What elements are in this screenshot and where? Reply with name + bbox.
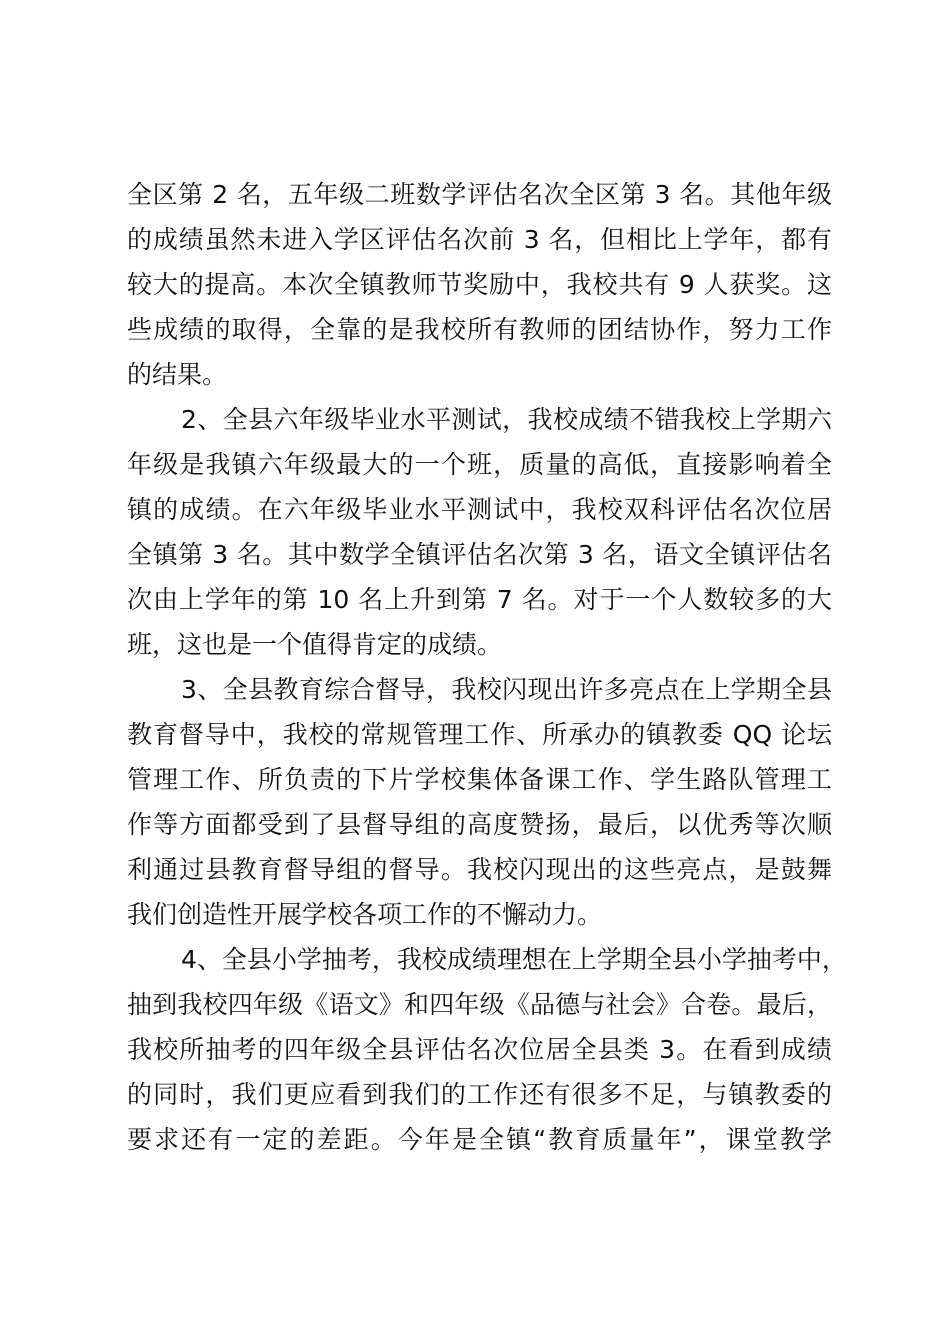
text-line: 的成绩虽然未进入学区评估名次前 3 名，但相比上学年，都有 bbox=[127, 225, 832, 254]
text-line: 些成绩的取得，全靠的是我校所有教师的团结协作，努力工作 bbox=[127, 315, 832, 344]
text-line: 2、全县六年级毕业水平测试，我校成绩不错我校上学期六 bbox=[181, 405, 832, 434]
text-line: 管理工作、所负责的下片学校集体备课工作、学生路队管理工 bbox=[127, 765, 832, 794]
text-line: 3、全县教育综合督导，我校闪现出许多亮点在上学期全县 bbox=[181, 675, 832, 704]
text-line: 抽到我校四年级《语文》和四年级《品德与社会》合卷。最后， bbox=[127, 990, 832, 1019]
text-line: 次由上学年的第 10 名上升到第 7 名。对于一个人数较多的大 bbox=[127, 585, 832, 614]
text-line: 要求还有一定的差距。今年是全镇“教育质量年”，课堂教学 bbox=[127, 1125, 832, 1154]
text-line: 班，这也是一个值得肯定的成绩。 bbox=[127, 630, 503, 659]
text-line: 我校所抽考的四年级全县评估名次位居全县类 3。在看到成绩 bbox=[127, 1035, 832, 1064]
paragraph-1 bbox=[127, 172, 832, 397]
body-text bbox=[127, 172, 847, 1162]
text-line: 4、全县小学抽考，我校成绩理想在上学期全县小学抽考中， bbox=[181, 945, 847, 974]
text-line: 全区第 2 名，五年级二班数学评估名次全区第 3 名。其他年级 bbox=[127, 180, 832, 209]
text-line: 利通过县教育督导组的督导。我校闪现出的这些亮点，是鼓舞 bbox=[127, 855, 832, 884]
text-line: 的结果。 bbox=[127, 360, 228, 389]
text-line: 作等方面都受到了县督导组的高度赞扬，最后，以优秀等次顺 bbox=[127, 810, 832, 839]
paragraph-2 bbox=[127, 397, 832, 667]
text-line: 我们创造性开展学校各项工作的不懈动力。 bbox=[127, 900, 603, 929]
text-line: 较大的提高。本次全镇教师节奖励中，我校共有 9 人获奖。这 bbox=[127, 270, 832, 299]
paragraph-4 bbox=[127, 937, 847, 1162]
text-line: 年级是我镇六年级最大的一个班，质量的高低，直接影响着全 bbox=[127, 450, 832, 479]
text-line: 镇的成绩。在六年级毕业水平测试中，我校双科评估名次位居 bbox=[127, 495, 832, 524]
text-line: 的同时，我们更应看到我们的工作还有很多不足，与镇教委的 bbox=[127, 1080, 832, 1109]
paragraph-3 bbox=[127, 667, 832, 937]
text-line: 教育督导中，我校的常规管理工作、所承办的镇教委 QQ 论坛 bbox=[127, 720, 832, 749]
text-line: 全镇第 3 名。其中数学全镇评估名次第 3 名，语文全镇评估名 bbox=[127, 540, 832, 569]
